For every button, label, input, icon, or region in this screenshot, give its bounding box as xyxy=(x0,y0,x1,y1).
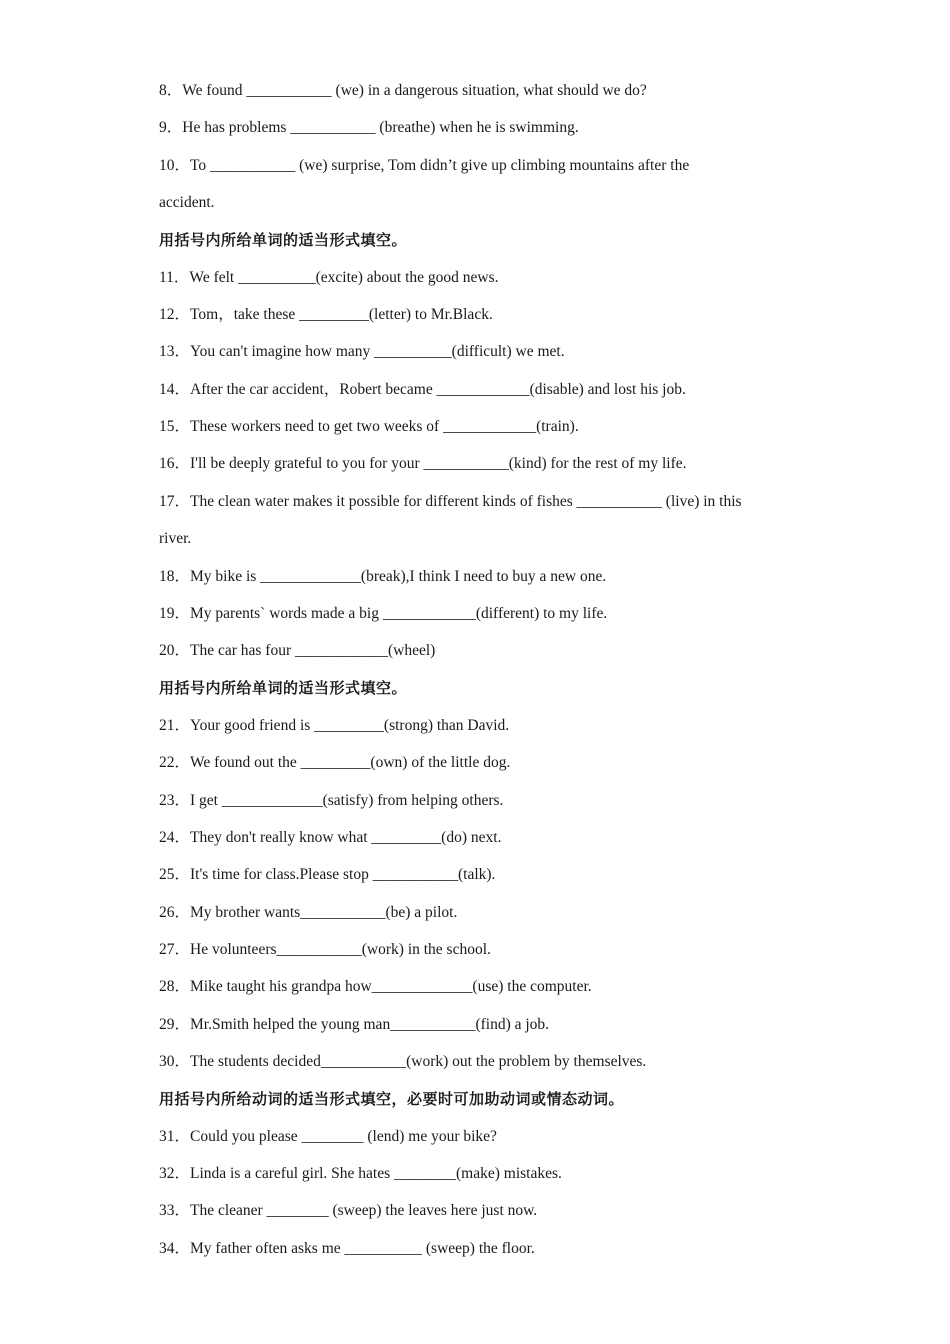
exercise-item-16: 16．I'll be deeply grateful to you for your ___________(kind) for the rest of my life. xyxy=(159,455,687,472)
exercise-item-33: 33．The cleaner ________ (sweep) the leaves here just now. xyxy=(159,1202,538,1219)
exercise-item-34: 34．My father often asks me __________ (sweep) the floor. xyxy=(159,1240,535,1257)
exercise-item-28: 28．Mike taught his grandpa how_____________(use) the computer. xyxy=(159,978,592,995)
exercise-item-17: 17．The clean water makes it possible for different kinds of fishes ___________ (live) in this xyxy=(159,493,742,510)
exercise-item-22: 22．We found out the _________(own) of the little dog. xyxy=(159,754,511,771)
exercise-item-13: 13．You can't imagine how many __________(difficult) we met. xyxy=(159,343,565,360)
exercise-item-17-continued: river. xyxy=(159,530,192,547)
exercise-item-12: 12．Tom，take these _________(letter) to Mr.Black. xyxy=(159,306,493,323)
exercise-item-25: 25．It's time for class.Please stop ___________(talk). xyxy=(159,866,496,883)
exercise-item-27: 27．He volunteers___________(work) in the school. xyxy=(159,941,491,958)
exercise-item-24: 24．They don't really know what _________(do) next. xyxy=(159,829,502,846)
exercise-item-8: 8．We found ___________ (we) in a dangerous situation, what should we do? xyxy=(159,82,647,99)
exercise-item-10: 10．To ___________ (we) surprise, Tom didn’t give up climbing mountains after the xyxy=(159,157,690,174)
section-instruction: 用括号内所给单词的适当形式填空。 xyxy=(159,231,408,249)
exercise-item-26: 26．My brother wants___________(be) a pilot. xyxy=(159,904,458,921)
exercise-item-30: 30．The students decided___________(work) out the problem by themselves. xyxy=(159,1053,647,1070)
exercise-item-18: 18．My bike is _____________(break),I think I need to buy a new one. xyxy=(159,568,607,585)
exercise-item-21: 21．Your good friend is _________(strong) than David. xyxy=(159,717,510,734)
exercise-item-23: 23．I get _____________(satisfy) from helping others. xyxy=(159,792,504,809)
exercise-item-29: 29．Mr.Smith helped the young man___________(find) a job. xyxy=(159,1016,550,1033)
exercise-item-14: 14．After the car accident，Robert became ____________(disable) and lost his job. xyxy=(159,381,686,398)
exercise-item-9: 9．He has problems ___________ (breathe) when he is swimming. xyxy=(159,119,579,136)
exercise-item-31: 31．Could you please ________ (lend) me your bike? xyxy=(159,1128,497,1145)
exercise-item-15: 15．These workers need to get two weeks of ____________(train). xyxy=(159,418,579,435)
exercise-item-19: 19．My parents` words made a big ____________(different) to my life. xyxy=(159,605,608,622)
section-instruction: 用括号内所给单词的适当形式填空。 xyxy=(159,679,408,697)
exercise-item-32: 32．Linda is a careful girl. She hates ________(make) mistakes. xyxy=(159,1165,562,1182)
section-instruction: 用括号内所给动词的适当形式填空，必要时可加助动词或情态动词。 xyxy=(159,1090,625,1108)
exercise-item-20: 20．The car has four ____________(wheel) xyxy=(159,642,436,659)
exercise-item-11: 11．We felt __________(excite) about the good news. xyxy=(159,269,499,286)
exercise-item-10-continued: accident. xyxy=(159,194,215,211)
